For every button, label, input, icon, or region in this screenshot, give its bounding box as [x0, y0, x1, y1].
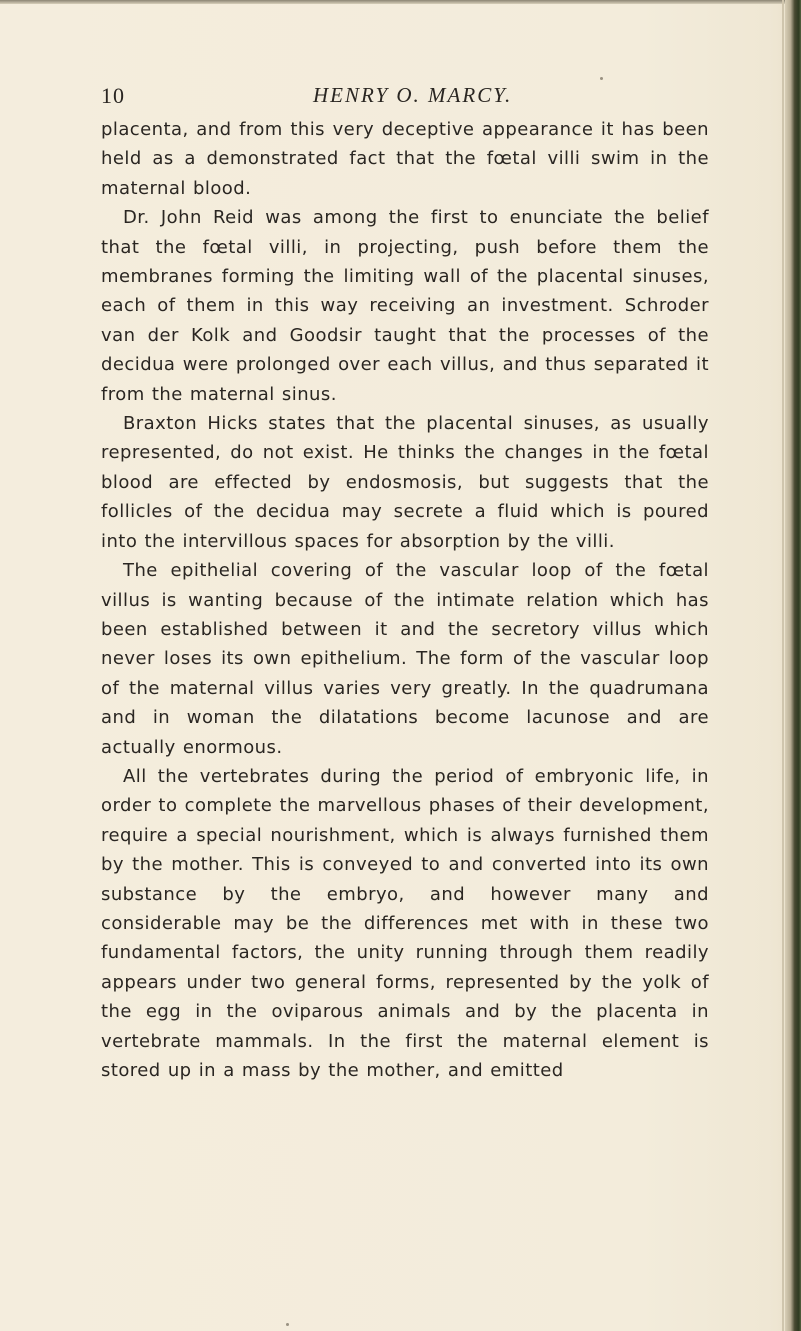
paper-speck — [286, 1323, 289, 1326]
paragraph-5: All the vertebrates during the period of embryonic life, in order to complete the marvellous phases of their development, require a special nourishment, which is always furnished them by the mother. This is conveyed to and converted into its own substance by the embryo, and however many and considerable may be the differences met with in these two fundamental factors, the unity running through them readily appears under two general forms, represented by the yolk of the egg in the oviparous animals and by the placenta in vertebrate mammals. In the first the maternal element is stored up in a mass by the mother, and emitted — [101, 765, 709, 1081]
paragraph-2: Dr. John Reid was among the first to enunciate the belief that the fœtal villi, in projecting, push before them the membranes forming the limiting wall of the placental sinuses, each of them in this way receiving an investment. Schroder van der Kolk and Goodsir taught that the processes of the decidua were prolonged over each villus, and thus separated it from the maternal sinus. — [101, 207, 709, 405]
paragraph-1: placenta, and from this very deceptive appearance it has been held as a demonstrated fact that the fœtal villi swim in the maternal blood. — [101, 119, 709, 199]
running-head: HENRY O. MARCY. — [313, 83, 513, 107]
paragraph-4: The epithelial covering of the vascular loop of the fœtal villus is wanting because of the intimate relation which has been established between it and the secretory villus which never loses its own epithelium. The form of the vascular loop of the maternal villus varies very greatly. In the quadrumana and in woman the dilatations become lacunose and are actually enormous. — [101, 560, 709, 758]
body-text — [101, 115, 709, 1085]
book-binding-edge — [785, 0, 801, 1331]
page-number: 10 — [101, 83, 125, 108]
paragraph-3: Braxton Hicks states that the placental sinuses, as usually represented, do not exist. He thinks the changes in the fœtal blood are effected by endosmosis, but suggests that the follicles of the decidua may secrete a fluid which is poured into the intervillous spaces for absorption by the villi. — [101, 413, 709, 552]
top-page-edge — [0, 0, 785, 4]
page-edge-line — [782, 0, 784, 1331]
page-header — [101, 83, 711, 113]
paper-speck — [600, 77, 603, 80]
